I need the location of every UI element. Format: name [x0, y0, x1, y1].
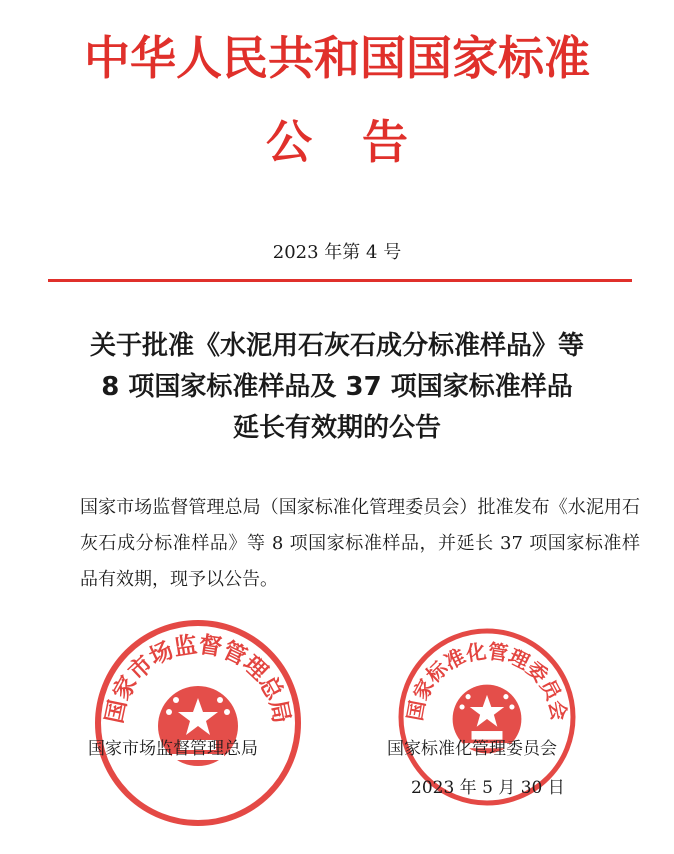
org-title: 中华人民共和国国家标准: [84, 31, 590, 85]
signature-samr: 国家市场监督管理总局: [88, 739, 258, 759]
red-divider: [48, 279, 632, 282]
headline-line-2: 8 项国家标准样品及 37 项国家标准样品: [101, 372, 573, 402]
signature-sac: 国家标准化管理委员会: [387, 739, 557, 759]
seal-left-text: 国家市场监督管理总局: [101, 632, 295, 726]
body-text: 国家市场监督管理总局（国家标准化管理委员会）批准发布《水泥用石灰石成分标准样品》等 8 项国家标准样品，并延长 37 项国家标准样品有效期，现予以公告。: [80, 497, 640, 590]
seal-samr-icon: [93, 618, 303, 828]
headline-line-3: 延长有效期的公告: [232, 413, 441, 443]
headline-line-1: 关于批准《水泥用石灰石成分标准样品》等: [89, 331, 584, 361]
notice-title: 公告: [266, 115, 458, 169]
doc-number: 2023 年第 4 号: [272, 242, 402, 263]
seal-right-text: 国家标准化管理委员会: [402, 638, 572, 723]
body-paragraph: [44, 490, 640, 598]
signature-date: 2023 年 5 月 30 日: [411, 778, 565, 798]
headline: [0, 326, 674, 449]
